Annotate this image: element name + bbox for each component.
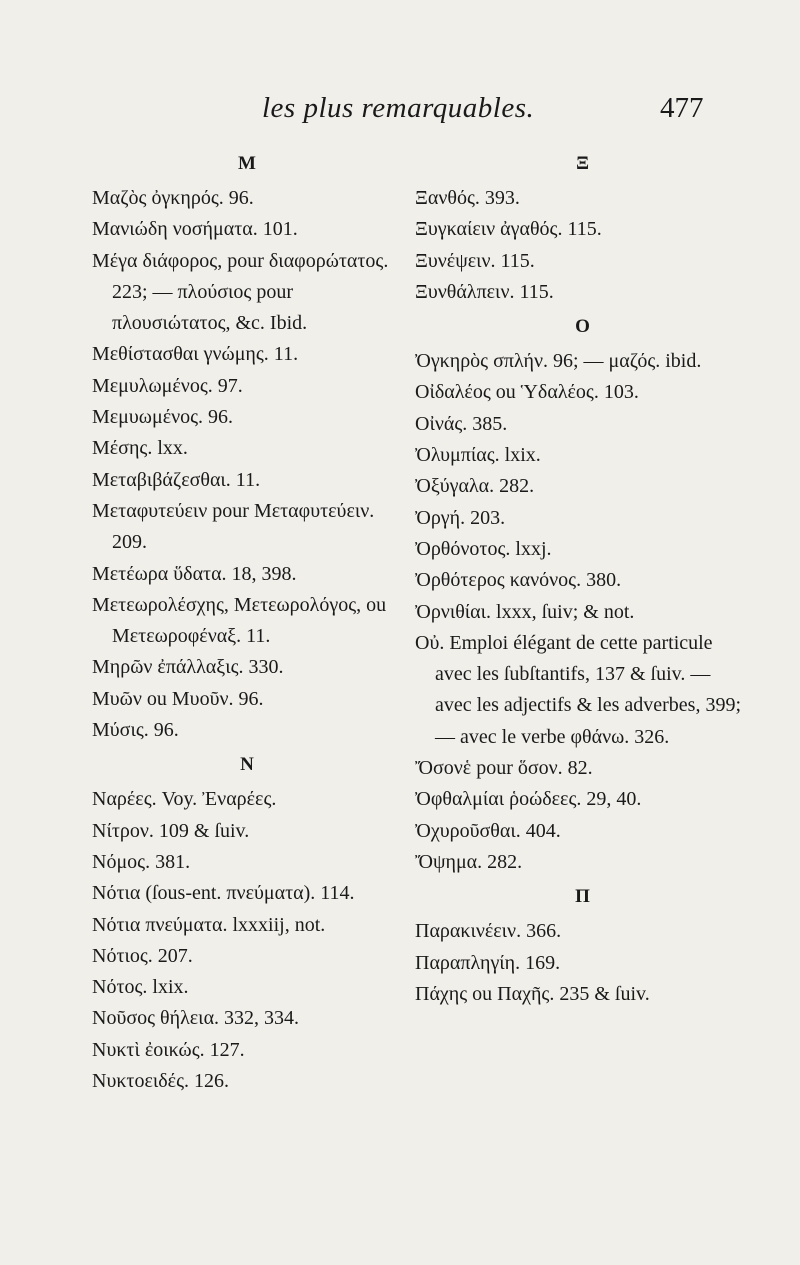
index-entry: Οἰδαλέος ou Ὑδαλέος. 103. bbox=[415, 381, 639, 404]
running-header: les plus remarquables. bbox=[262, 92, 535, 124]
index-entry: Νότια (ſous-ent. πνεύματα). 114. bbox=[92, 882, 355, 905]
index-entry: Μεμυλωμένος. 97. bbox=[92, 374, 243, 397]
index-entry: Νυκτὶ ἐοικώς. 127. bbox=[92, 1038, 245, 1061]
index-entry: Μετεωρολέσχης, Μετεωρολόγος, ou Μετεωροφέναξ. 11. bbox=[92, 593, 387, 648]
index-entry: Μανιώδη νοσήματα. 101. bbox=[92, 218, 298, 241]
index-entry: Μεμυωμένος. 96. bbox=[92, 406, 234, 429]
index-entry: Ὄψημα. 282. bbox=[415, 850, 523, 873]
page-number: 477 bbox=[660, 92, 704, 124]
index-entry: Ὀχυροῦσθαι. 404. bbox=[415, 819, 561, 842]
index-entry: Ὀφθαλμίαι ῥοώδεες. 29, 40. bbox=[415, 788, 642, 811]
index-entry: Ὀργή. 203. bbox=[415, 506, 506, 529]
index-entry: Μυῶν ou Μυοῦν. 96. bbox=[92, 687, 264, 710]
index-entry: Οἰνάς. 385. bbox=[415, 412, 508, 435]
left-column bbox=[92, 145, 402, 1097]
index-entry: Μέγα διάφορος, pour διαφορώτατος. 223; — πλούσιος pour πλουσιώτατος, &c. Ibid. bbox=[92, 249, 389, 335]
index-entry: Παραπληγίη. 169. bbox=[415, 951, 561, 974]
index-entry: Πάχης ou Παχῆς. 235 & ſuiv. bbox=[415, 982, 650, 1005]
index-entry: Νότιος. 207. bbox=[92, 944, 193, 967]
index-entry: Παρακινέειν. 366. bbox=[415, 920, 562, 943]
index-entry: Ξανθός. 393. bbox=[415, 187, 520, 209]
index-entry: Μύσις. 96. bbox=[92, 719, 179, 742]
index-entry: Μεθίστασθαι γνώμης. 11. bbox=[92, 343, 299, 366]
index-entry: Μέσης. lxx. bbox=[92, 437, 188, 460]
right-column bbox=[415, 145, 750, 1010]
index-entry: Μεταβιβάζεσθαι. 11. bbox=[92, 468, 261, 491]
index-entry: Ξυνθάλπειν. 115. bbox=[415, 280, 554, 303]
index-entry: Ὀρθόνοτος. lxxj. bbox=[415, 537, 552, 560]
index-entry: Ξυγκαίειν ἀγαθός. 115. bbox=[415, 218, 602, 241]
section-letter-o: O bbox=[575, 316, 590, 338]
index-entry: Μεταφυτεύειν pour Μεταφυτεύειν. 209. bbox=[92, 499, 375, 554]
index-entry: Ὀρνιθίαι. lxxx, ſuiv; & not. bbox=[415, 600, 635, 623]
index-entry: Μετέωρα ὕδατα. 18, 398. bbox=[92, 562, 297, 585]
index-entry: Ὀξύγαλα. 282. bbox=[415, 475, 535, 498]
section-letter-m: M bbox=[238, 153, 256, 174]
section-letter-pi: Π bbox=[575, 886, 590, 908]
index-entry: Ξυνέψειν. 115. bbox=[415, 249, 535, 272]
index-entry: Νοῦσος θήλεια. 332, 334. bbox=[92, 1007, 300, 1030]
index-entry: Νίτρον. 109 & ſuiv. bbox=[92, 819, 250, 842]
index-entry: Ὀλυμπίας. lxix. bbox=[415, 444, 541, 467]
index-entry: Ναρέες. Voy. Ἐναρέες. bbox=[92, 788, 277, 811]
index-entry: Νόμος. 381. bbox=[92, 850, 191, 873]
index-entry: Ὀρθότερος κανόνος. 380. bbox=[415, 569, 622, 592]
index-entry: Νότια πνεύματα. lxxxiij, not. bbox=[92, 913, 326, 936]
index-entry: Ὄσονἑ pour ὅσον. 82. bbox=[415, 757, 593, 780]
index-entry: Οὐ. Emploi élégant de cette particule avec les ſubſtantifs, 137 & ſuiv. — avec les adjectifs & les adverbes, 399; — avec le verbe φθάνω. 326. bbox=[415, 631, 741, 748]
index-entry: Μηρῶν ἐπάλλαξις. 330. bbox=[92, 656, 284, 679]
index-entry: Μαζὸς ὀγκηρός. 96. bbox=[92, 187, 254, 209]
index-entry: Νυκτοειδές. 126. bbox=[92, 1070, 229, 1093]
section-letter-n: N bbox=[240, 754, 254, 776]
index-entry: Νότος. lxix. bbox=[92, 976, 189, 999]
section-letter-xi: Ξ bbox=[576, 153, 589, 174]
index-entry: Ὀγκηρὸς σπλήν. 96; — μαζός. ibid. bbox=[415, 350, 702, 373]
